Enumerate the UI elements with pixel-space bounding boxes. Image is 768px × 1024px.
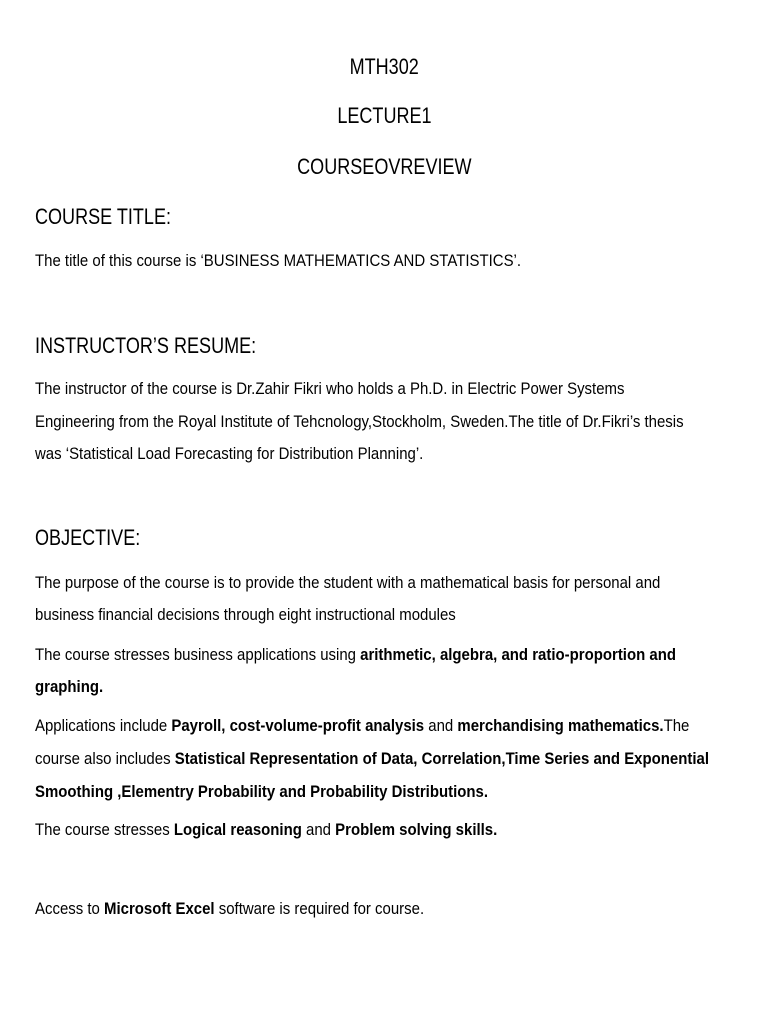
objective-p3-line-2: course also includes Statistical Representation of Data, Correlation,Time Series and Exponential bbox=[35, 749, 709, 768]
objective-p3-line-3: Smoothing ,Elementry Probability and Probability Distributions. bbox=[35, 782, 489, 801]
objective-heading: OBJECTIVE: bbox=[35, 525, 141, 550]
course-title-heading: COURSE TITLE: bbox=[35, 204, 172, 229]
objective-p4-line: The course stresses Logical reasoning and Problem solving skills. bbox=[35, 820, 498, 839]
instructor-resume-heading: INSTRUCTOR’S RESUME: bbox=[35, 333, 257, 358]
resume-line-2: Engineering from the Royal Institute of Tehcnology,Stockholm, Sweden.The title of Dr.Fikri’s thesis bbox=[35, 412, 684, 431]
page-subtitle: COURSEOVREVIEW bbox=[296, 154, 472, 179]
objective-p2-line-1: The course stresses business applications using arithmetic, algebra, and ratio-proportion and bbox=[35, 645, 676, 664]
resume-line-3: was ‘Statistical Load Forecasting for Distribution Planning’. bbox=[35, 444, 424, 463]
objective-p2-line-2: graphing. bbox=[35, 677, 104, 696]
course-code: MTH302 bbox=[349, 54, 419, 79]
course-title-text: The title of this course is ‘BUSINESS MATHEMATICS AND STATISTICS’. bbox=[35, 251, 522, 270]
resume-line-1: The instructor of the course is Dr.Zahir Fikri who holds a Ph.D. in Electric Power Systems bbox=[35, 379, 625, 398]
objective-p1-line-1: The purpose of the course is to provide the student with a mathematical basis for personal and bbox=[35, 573, 661, 592]
objective-p5-line: Access to Microsoft Excel software is required for course. bbox=[35, 899, 425, 918]
lecture-label: LECTURE1 bbox=[336, 103, 432, 128]
objective-p1-line-2: business financial decisions through eight instructional modules bbox=[35, 605, 456, 624]
objective-p3-line-1: Applications include Payroll, cost-volume-profit analysis and merchandising mathematics.The bbox=[35, 716, 690, 735]
